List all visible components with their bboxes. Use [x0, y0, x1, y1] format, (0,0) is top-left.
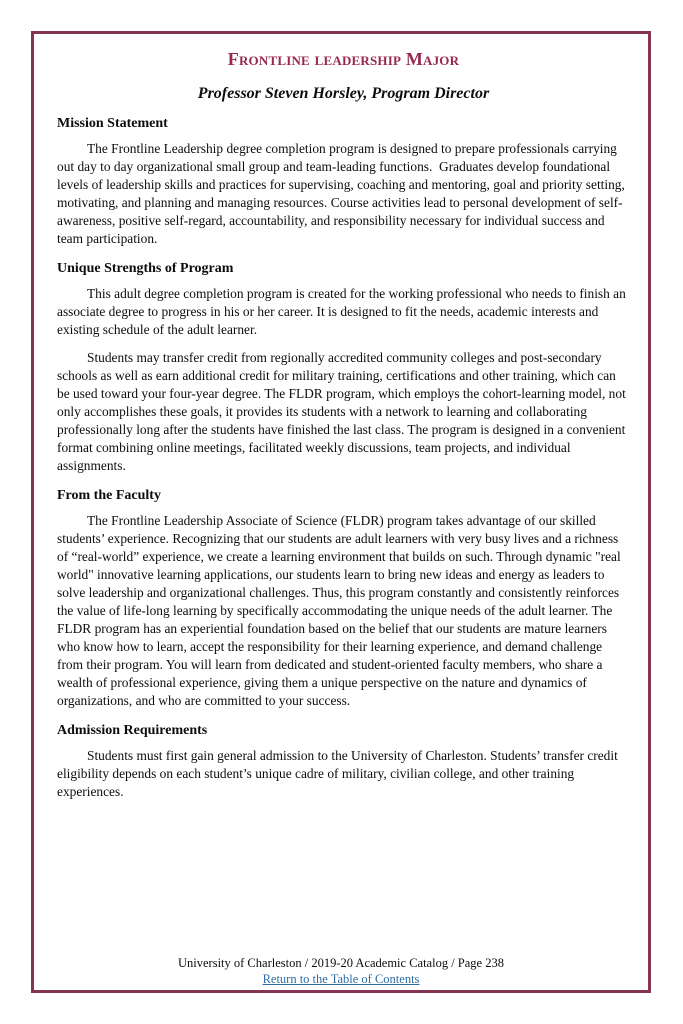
section-heading-admission-requirements: Admission Requirements	[57, 723, 208, 738]
page-footer	[34, 955, 648, 987]
section-mission-statement	[57, 116, 630, 248]
program-director-byline: Professor Steven Horsley, Program Director	[197, 85, 490, 102]
page-content	[34, 34, 648, 801]
page-border-frame	[31, 31, 651, 993]
paragraph: The Frontline Leadership degree completion program is designed to prepare professionals carrying out day to day organizational small group and team-leading functions. Graduates develop foundational levels of leadership skills and practices for supervising, coaching and mentoring, goal and priority setting, motivating, and planning and managing resources. Course activities lead to personal development of self-awareness, positive self-regard, accountability, and responsibility necessary for individual success and team participation.	[57, 141, 625, 246]
section-heading-mission-statement: Mission Statement	[57, 116, 168, 131]
footer-credit: University of Charleston / 2019-20 Academic Catalog / Page 238	[178, 956, 504, 970]
section-unique-strengths	[57, 261, 630, 475]
page-title: Frontline leadership Major	[227, 49, 460, 69]
section-heading-from-the-faculty: From the Faculty	[57, 488, 161, 503]
section-heading-unique-strengths: Unique Strengths of Program	[57, 261, 234, 276]
paragraph: Students must first gain general admission to the University of Charleston. Students’ transfer credit eligibility depends on each student’s unique cadre of military, civilian college, and other training experiences.	[57, 748, 618, 799]
paragraph: Students may transfer credit from regionally accredited community colleges and post-secondary schools as well as earn additional credit for military training, certifications and other training, which can be used toward your four-year degree. The FLDR program, which employs the cohort-learning model, not only accomplishes these goals, it provides its students with a network to learning and collaborating professionally long after the students have finished the last class. The program is designed in a convenient format combining online meetings, facilitated weekly discussions, team projects, and individual assignments.	[57, 350, 626, 473]
table-of-contents-link[interactable]: Return to the Table of Contents	[262, 972, 420, 986]
paragraph: This adult degree completion program is created for the working professional who needs to finish an associate degree to progress in his or her career. It is designed to fit the needs, academic interests and existing schedule of the adult learner.	[57, 286, 626, 337]
paragraph: The Frontline Leadership Associate of Science (FLDR) program takes advantage of our skilled students’ experience. Recognizing that our students are adult learners with very busy lives and a richness of “real-world” experience, we create a learning environment that builds on such. Through dynamic "real world" innovative learning applications, our students learn to bring new ideas and energy as leaders to solve leadership and organizational challenges. Thus, this program constantly and consistently reinforces the value of life-long learning by specifically accommodating the unique needs of the adult learner. The FLDR program has an experiential foundation based on the belief that our students are mature learners who know how to learn, accept the responsibility for their learning experience, and demand challenge from their program. You will learn from dedicated and student-oriented faculty members, who share a wealth of professional experience, giving them a unique perspective on the nature and dynamics of organizations, and who are committed to your success.	[57, 513, 621, 708]
section-admission-requirements	[57, 723, 630, 801]
section-from-the-faculty	[57, 488, 630, 710]
